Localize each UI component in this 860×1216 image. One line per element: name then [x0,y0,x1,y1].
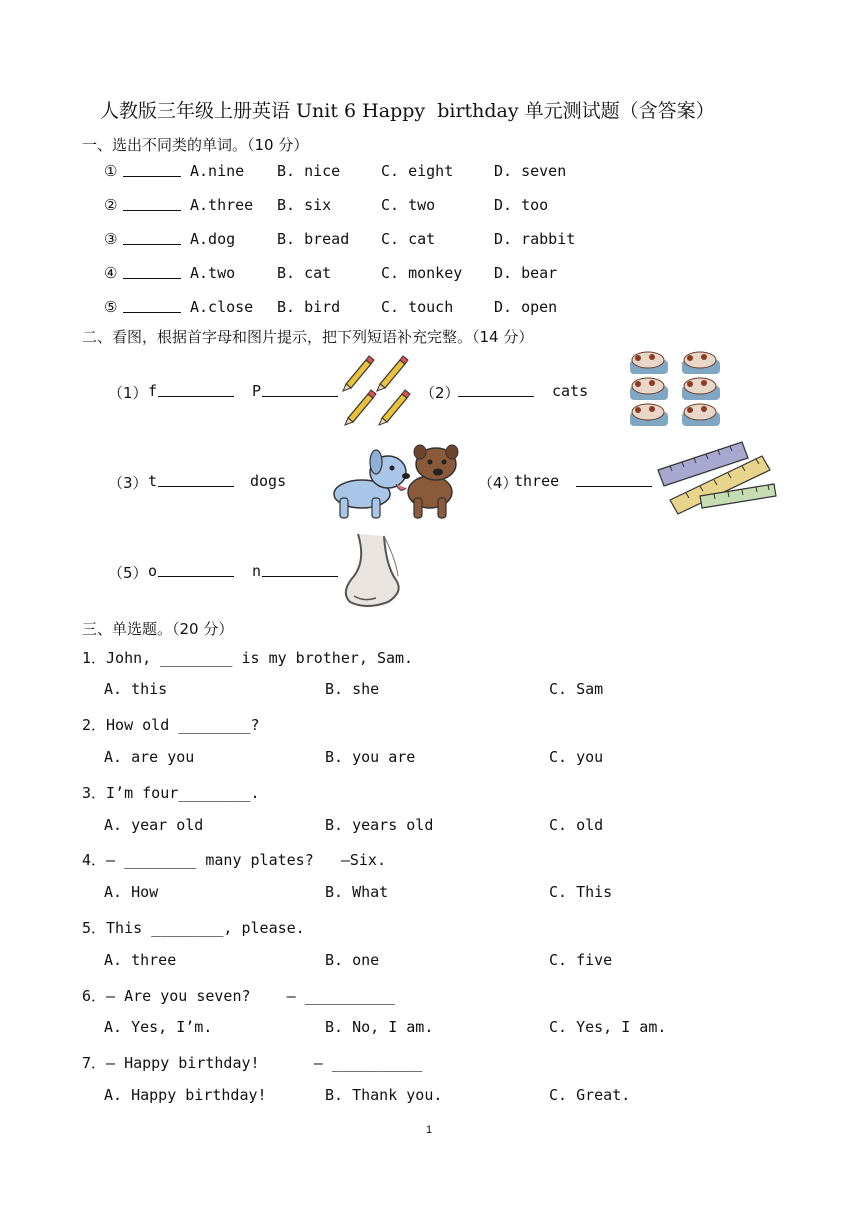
q3-letter: t [148,472,158,490]
option-b[interactable]: B. No, I am. [325,1018,434,1036]
answer-blank[interactable] [123,264,181,279]
q4-word: three [514,472,560,490]
option-b: B. cat [277,264,332,282]
option-c[interactable]: C. Yes, I am. [549,1018,667,1036]
answer-blank[interactable] [123,162,181,177]
nose-image [336,530,408,608]
rulers-image [656,440,778,514]
cat-icon [630,404,668,426]
option-d: D. bear [494,264,558,282]
q3-number: （3） [108,474,148,492]
q4-number: （4） [478,474,518,492]
option-c[interactable]: C. This [549,883,613,901]
option-a[interactable]: A. this [104,680,168,698]
q3-blank[interactable] [158,472,234,487]
option-c[interactable]: C. you [549,748,604,766]
option-c[interactable]: C. Great. [549,1086,631,1104]
option-c[interactable]: C. old [549,816,604,834]
pencil-icon [343,356,374,391]
cat-icon [682,404,720,426]
pencil-icon [345,390,376,425]
dogs-image [326,442,468,522]
option-a: A.nine [190,162,245,180]
cats-image [626,350,726,428]
option-a: A.two [190,264,236,282]
question-text: 5．This ________, please. [82,919,305,937]
q5-blank-1[interactable] [158,562,234,577]
option-a[interactable]: A. year old [104,816,204,834]
option-a: A.dog [190,230,236,248]
option-c: C. cat [381,230,436,248]
option-c: C. touch [381,298,454,316]
pencils-image [340,352,416,426]
option-c[interactable]: C. Sam [549,680,604,698]
q1-number: （1） [108,384,148,402]
option-a[interactable]: A. How [104,883,159,901]
item-number: ① [104,162,118,180]
q2-blank[interactable] [458,382,534,397]
option-b[interactable]: B. you are [325,748,416,766]
q2-word: cats [552,382,589,400]
option-c: C. monkey [381,264,463,282]
section3-heading: 三、单选题。（20 分） [82,620,234,638]
item-number: ② [104,196,118,214]
section1-heading: 一、选出不同类的单词。（10 分） [82,136,309,154]
question-text: 7．— Happy birthday! — __________ [82,1054,423,1072]
q5-letter-2: n [252,562,262,580]
question-text: 2．How old ________? [82,716,260,734]
answer-blank[interactable] [123,196,181,211]
option-b[interactable]: B. What [325,883,389,901]
page-title: 人教版三年级上册英语 Unit 6 Happy birthday 单元测试题（含答案） [100,100,715,122]
q5-number: （5） [108,564,148,582]
option-d: D. open [494,298,558,316]
option-a[interactable]: A. Happy birthday! [104,1086,267,1104]
option-a[interactable]: A. are you [104,748,195,766]
section2-heading: 二、看图，根据首字母和图片提示，把下列短语补充完整。（14 分） [82,328,534,346]
answer-blank[interactable] [123,230,181,245]
item-number: ③ [104,230,118,248]
option-d: D. rabbit [494,230,576,248]
option-b: B. nice [277,162,341,180]
option-b[interactable]: B. one [325,951,380,969]
option-a[interactable]: A. Yes, I’m. [104,1018,213,1036]
q1-blank-2[interactable] [262,382,338,397]
q5-letter-1: o [148,562,158,580]
item-number: ⑤ [104,298,118,316]
cat-icon [682,352,720,374]
option-a: A.close [190,298,254,316]
option-c: C. eight [381,162,454,180]
page-number: 1 [426,1124,433,1136]
q1-letter-2: P [252,382,262,400]
option-c: C. two [381,196,436,214]
answer-blank[interactable] [123,298,181,313]
option-b: B. bird [277,298,341,316]
q3-word: dogs [250,472,287,490]
q1-letter-1: f [148,382,158,400]
option-b[interactable]: B. she [325,680,380,698]
q4-blank[interactable] [576,472,652,487]
question-text: 3．I’m four________. [82,784,260,802]
cat-icon [630,352,668,374]
option-d: D. seven [494,162,567,180]
question-text: 1．John, ________ is my brother, Sam. [82,649,414,667]
q1-blank-1[interactable] [158,382,234,397]
option-b: B. bread [277,230,350,248]
option-b[interactable]: B. Thank you. [325,1086,443,1104]
option-a[interactable]: A. three [104,951,177,969]
question-text: 6．— Are you seven? — __________ [82,987,396,1005]
option-b: B. six [277,196,332,214]
q2-number: （2） [420,384,460,402]
pencil-icon [377,356,408,391]
question-text: 4．— ________ many plates? —Six. [82,851,386,869]
dog-icon [334,450,410,518]
cat-icon [682,378,720,400]
option-a: A.three [190,196,254,214]
dog-icon [408,445,458,518]
option-d: D. too [494,196,549,214]
nose-icon [346,534,399,606]
item-number: ④ [104,264,118,282]
q5-blank-2[interactable] [262,562,338,577]
cat-icon [630,378,668,400]
pencil-icon [379,390,410,425]
option-c[interactable]: C. five [549,951,613,969]
option-b[interactable]: B. years old [325,816,434,834]
